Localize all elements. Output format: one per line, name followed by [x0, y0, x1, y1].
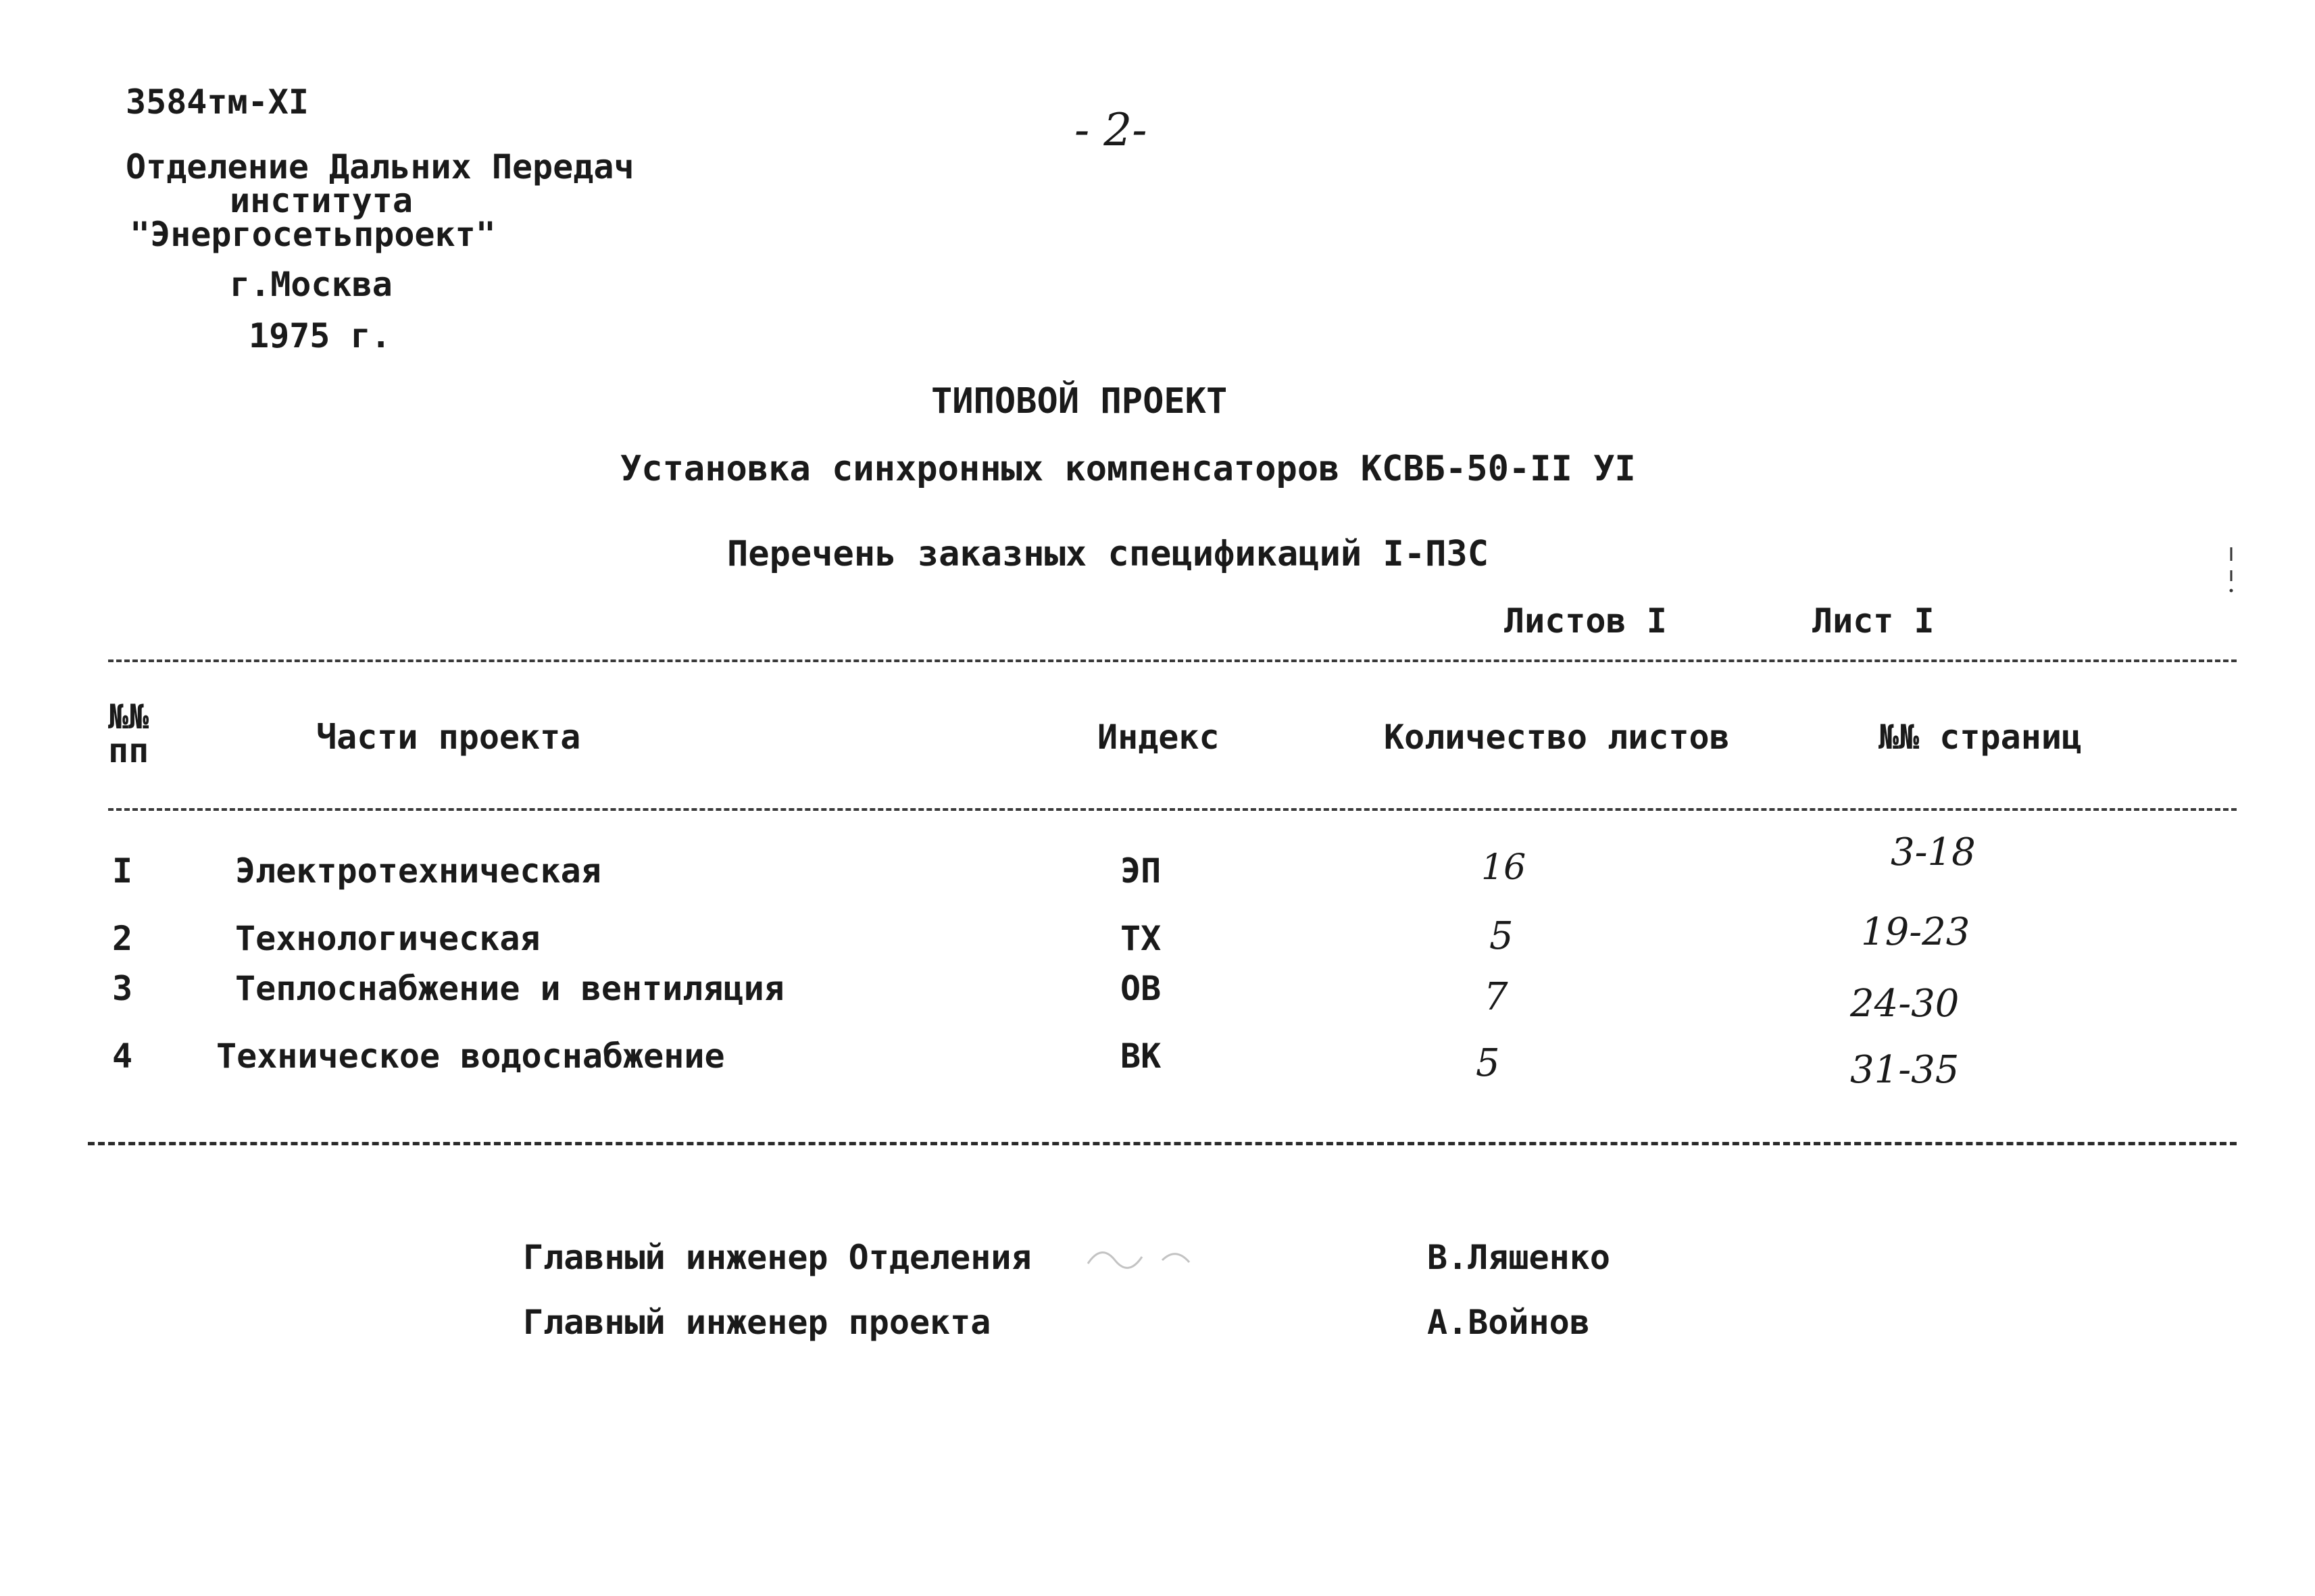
org-line-1: Отделение Дальних Передач: [126, 147, 634, 186]
row-3-num: 3: [112, 969, 133, 1008]
row-3-index: ОВ: [1120, 969, 1162, 1008]
org-line-3: "Энергосетьпроект": [130, 215, 496, 254]
sheets-total: Листов I: [1504, 601, 1667, 641]
row-4-pages: 31-35: [1850, 1048, 1960, 1092]
row-1-num: I: [112, 851, 133, 891]
row-3-pages: 24-30: [1850, 982, 1960, 1026]
doc-type-title: ТИПОВОЙ ПРОЕКТ: [931, 381, 1228, 422]
row-2-num: 2: [112, 919, 133, 958]
signature-role-2: Главный инженер проекта: [523, 1303, 991, 1342]
project-title: Установка синхронных компенсаторов КСВБ-50-II УI: [620, 449, 1636, 489]
document-code: 3584тм-XI: [126, 82, 309, 122]
col-header-part: Части проекта: [316, 718, 581, 757]
row-2-count: 5: [1489, 914, 1514, 958]
row-2-pages: 19-23: [1861, 910, 1970, 954]
row-4-count: 5: [1476, 1041, 1500, 1085]
page-number: - 2-: [1074, 104, 1147, 156]
signature-name-2: А.Войнов: [1427, 1303, 1590, 1342]
signature-mark: [1081, 1237, 1216, 1277]
org-line-2: института: [230, 181, 413, 220]
col-header-num: №№ пп: [108, 697, 149, 770]
col-header-count: Количество листов: [1384, 718, 1730, 757]
col-header-index: Индекс: [1097, 718, 1220, 757]
col-header-pages: №№ страниц: [1878, 718, 2083, 757]
row-1-count: 16: [1481, 847, 1526, 888]
row-3-part: Теплоснабжение и вентиляция: [235, 969, 785, 1008]
signature-name-1: В.Ляшенко: [1427, 1238, 1610, 1277]
list-title: Перечень заказных спецификаций I-ПЗС: [727, 534, 1489, 574]
table-top-rule: [108, 659, 2237, 662]
row-2-part: Технологическая: [235, 919, 541, 958]
signature-role-1: Главный инженер Отделения: [523, 1238, 1032, 1277]
sheet-current: Лист I: [1812, 601, 1935, 641]
row-4-part: Техническое водоснабжение: [216, 1037, 725, 1076]
row-4-index: ВК: [1120, 1037, 1162, 1076]
row-1-pages: 3-18: [1891, 830, 1976, 874]
year: 1975 г.: [249, 316, 391, 355]
row-2-index: ТХ: [1120, 919, 1162, 958]
edge-mark: [2229, 547, 2234, 595]
row-3-count: 7: [1484, 975, 1508, 1019]
row-1-index: ЭП: [1120, 851, 1162, 891]
city: г.Москва: [230, 265, 393, 304]
row-4-num: 4: [112, 1037, 133, 1076]
row-1-part: Электротехническая: [235, 851, 601, 891]
table-header-rule: [108, 808, 2237, 811]
table-bottom-rule: [88, 1142, 2237, 1145]
